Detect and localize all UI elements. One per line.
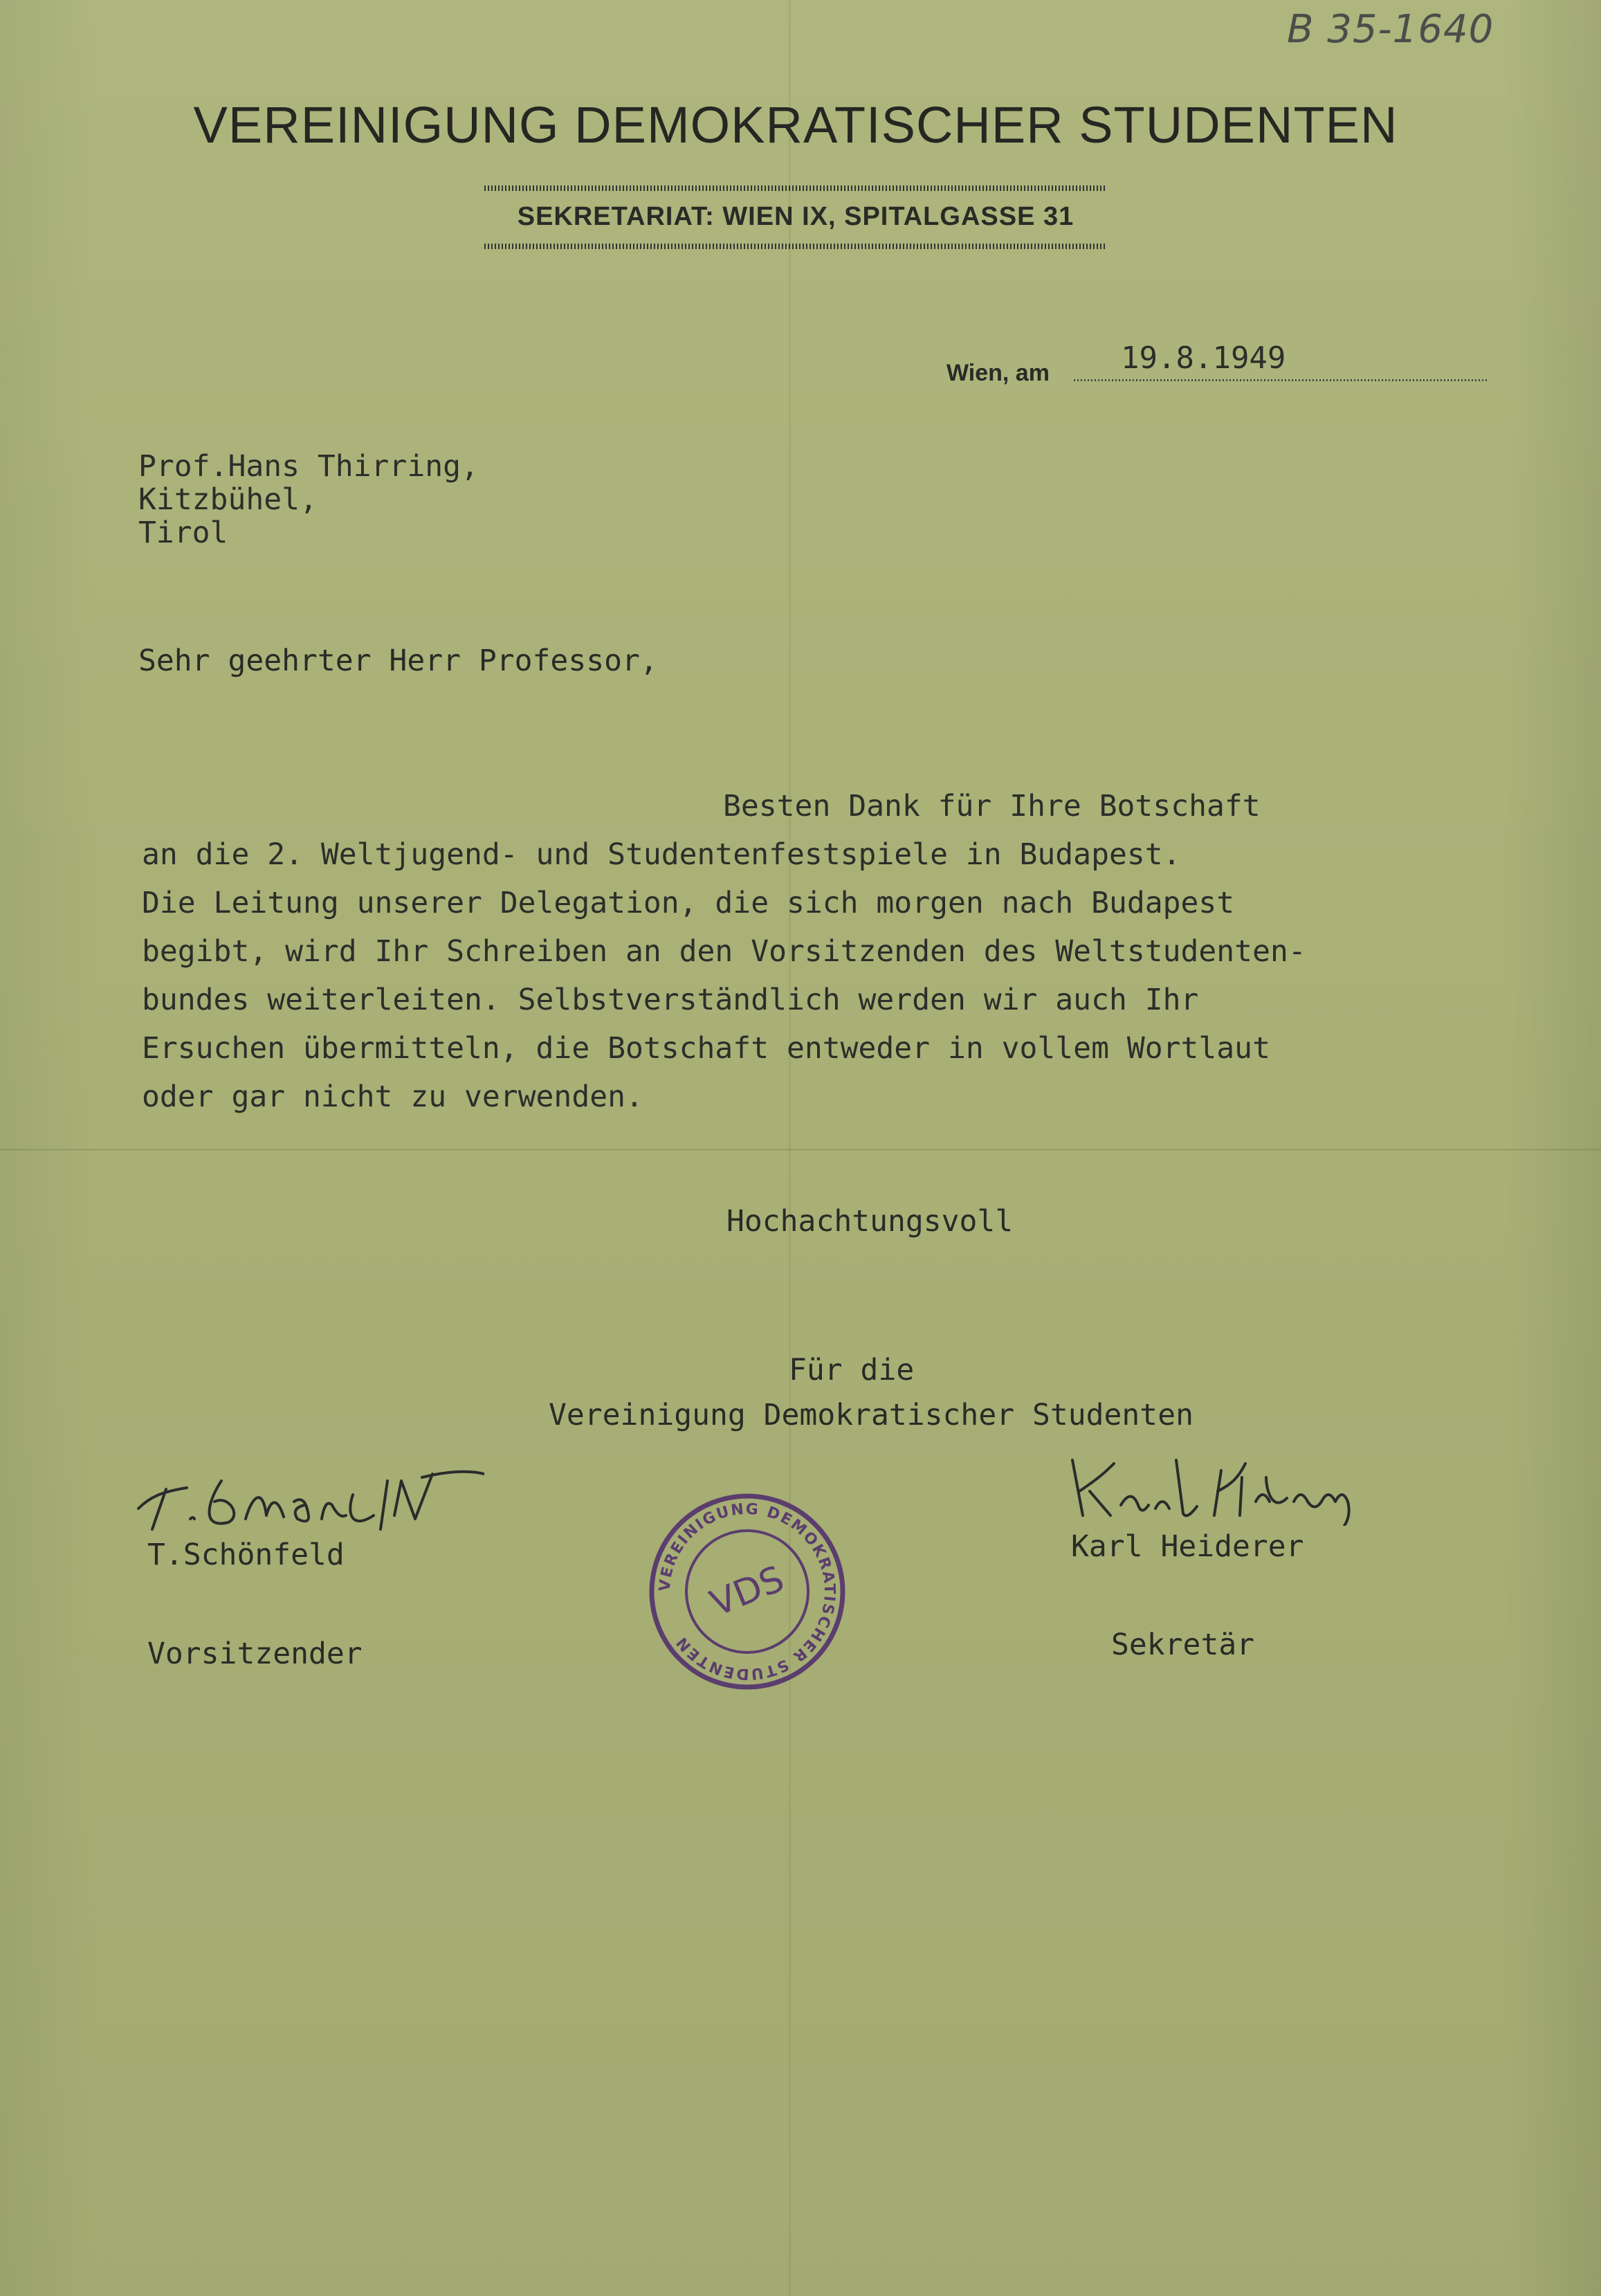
date-label: Wien, am <box>946 360 1050 386</box>
letterhead-org-name: VEREINIGUNG DEMOKRATISCHER STUDENTEN <box>193 96 1398 154</box>
signatory-name-right: Karl Heiderer <box>1071 1529 1304 1564</box>
body-line: bundes weiterleiten. Selbstverständlich werden wir auch Ihr <box>142 983 1199 1017</box>
letterhead-secretariat: SEKRETARIAT: WIEN IX, SPITALGASSE 31 <box>517 202 1074 231</box>
date-dotted-line <box>1074 379 1489 381</box>
signatory-role-right: Sekretär <box>1111 1628 1255 1662</box>
signature-for-line: Für die <box>789 1353 915 1387</box>
signatory-name-left: T.Schönfeld <box>147 1538 345 1572</box>
handwritten-signature-heiderer <box>1059 1450 1405 1526</box>
handwritten-signature-schoenfeld <box>125 1453 484 1536</box>
recipient-address <box>138 450 479 549</box>
letter-body <box>142 782 1306 1121</box>
date-value: 19.8.1949 <box>1121 340 1286 376</box>
recipient-line-2: Kitzbühel, <box>138 482 318 517</box>
fold-line-horizontal <box>0 1149 1601 1151</box>
body-line: Besten Dank für Ihre Botschaft <box>723 789 1261 823</box>
signatory-role-left: Vorsitzender <box>147 1637 363 1671</box>
letterhead-rule-top <box>484 185 1107 191</box>
salutation: Sehr geehrter Herr Professor, <box>138 644 658 678</box>
body-line: an die 2. Weltjugend- und Studentenfestspiele in Budapest. <box>142 837 1181 872</box>
fold-line-vertical <box>789 0 791 2296</box>
body-line: Ersuchen übermitteln, die Botschaft entweder in vollem Wortlaut <box>142 1031 1270 1066</box>
body-line: oder gar nicht zu verwenden. <box>142 1079 643 1114</box>
archive-reference-number: B 35-1640 <box>1287 7 1494 52</box>
stamp-ring-text: VEREINIGUNG DEMOKRATISCHER STUDENTEN <box>656 1500 839 1683</box>
vds-stamp <box>647 1491 848 1692</box>
stamp-center-text: VDS <box>704 1558 790 1625</box>
recipient-line-3: Tirol <box>138 516 228 550</box>
body-line: begibt, wird Ihr Schreiben an den Vorsitzenden des Weltstudenten- <box>142 934 1306 969</box>
closing-phrase: Hochachtungsvoll <box>726 1204 1014 1239</box>
body-line: Die Leitung unserer Delegation, die sich morgen nach Budapest <box>142 886 1235 920</box>
recipient-line-1: Prof.Hans Thirring, <box>138 449 479 484</box>
signature-org-line: Vereinigung Demokratischer Studenten <box>549 1398 1193 1432</box>
letterhead-rule-bottom <box>484 244 1107 249</box>
